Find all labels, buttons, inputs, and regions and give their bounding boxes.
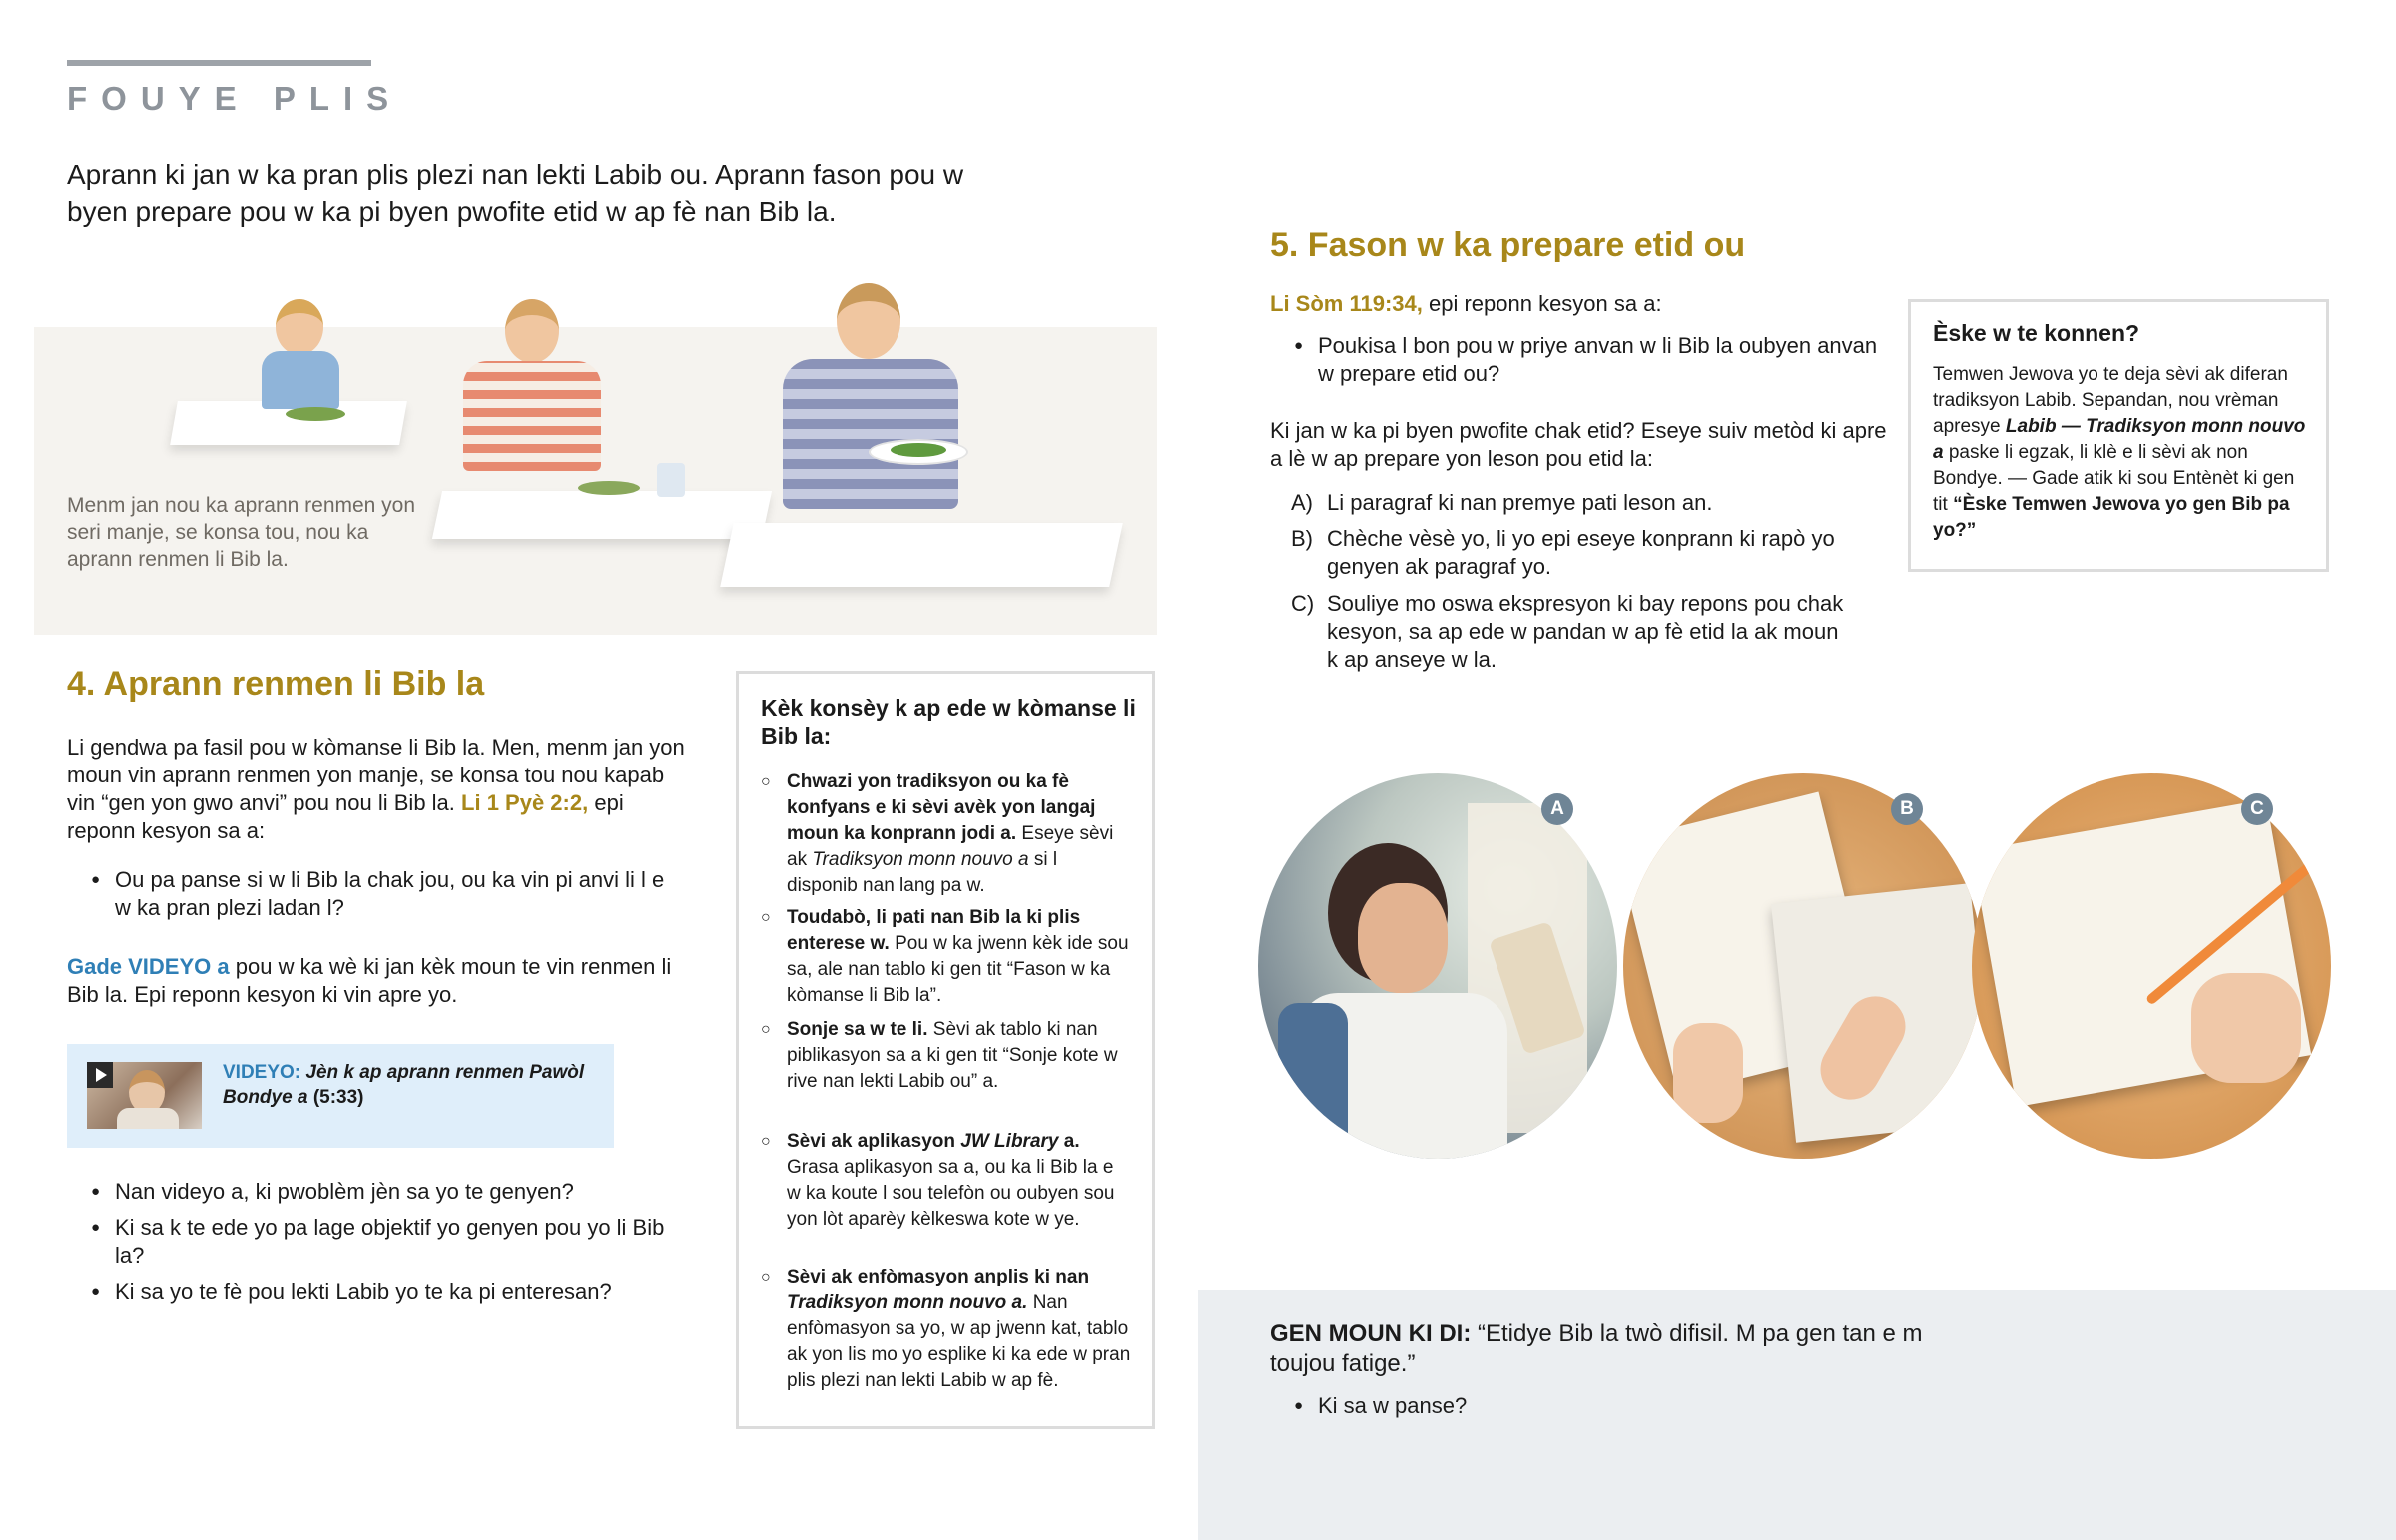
step-a-text: Li paragraf ki nan premye pati leson an. xyxy=(1327,490,1713,515)
video-link[interactable]: Gade VIDEYO a xyxy=(67,954,230,979)
tips-box xyxy=(736,671,1155,1429)
step-a-label: A) xyxy=(1291,490,1313,515)
video-question-1: ● Nan videyo a, ki pwoblèm jèn sa yo te genyen? xyxy=(67,1178,674,1206)
table-2 xyxy=(432,491,772,539)
intro-paragraph: Aprann ki jan w ka pran plis plezi nan lekti Labib ou. Aprann fason pou w byen prepare pou w ka pi byen pwofite etid w ap fè nan Bib la. xyxy=(67,159,964,227)
tip-4-bold: Sèvi ak aplikasyon xyxy=(787,1131,955,1152)
circle-image-reading-phone xyxy=(1258,773,1617,1159)
milk-glass xyxy=(657,463,685,497)
study-step-c xyxy=(1291,590,1846,674)
tip-item-3 xyxy=(787,1017,1131,1095)
video-card[interactable] xyxy=(67,1044,614,1148)
video-title-text: Jèn k ap aprann renmen Pawòl Bondye a xyxy=(223,1062,585,1108)
video-label: VIDEYO: xyxy=(223,1062,301,1083)
backpack xyxy=(1278,1003,1348,1159)
plate-food-2 xyxy=(578,481,640,495)
did-you-know-text-2: paske li egzak, li klè e li sèvi ak non Bondye. — Gade atik ki sou Entènèt ki gen tit xyxy=(1933,442,2295,515)
quote-body: “Etidye Bib la twò difisil. M pa gen tan e m toujou fatige.” xyxy=(1270,1320,1923,1377)
tip-2-text: Pou w ka jwenn kèk ide sou sa, ale nan tablo ki gen tit “Fason w ka kòmanse li Bib la”. xyxy=(787,933,1129,1006)
tip-item-2 xyxy=(787,905,1131,1009)
did-you-know-title: Èske w te konnen? xyxy=(1933,320,2140,346)
badge-a: A xyxy=(1541,793,1573,825)
tip-1-italic: Tradiksyon monn nouvo a xyxy=(812,849,1029,870)
section-4-title: 4. Aprann renmen li Bib la xyxy=(67,665,485,703)
step-c-text: Souliye mo oswa ekspresyon ki bay repons pou chak kesyon, sa ap ede w pandan w ap fè etid la ak moun k ap anseye w la. xyxy=(1327,591,1844,672)
video-duration: (5:33) xyxy=(312,1087,364,1108)
badge-b: B xyxy=(1891,793,1923,825)
tip-4-text: Grasa aplikasyon sa a, ou ka li Bib la e w ka koute l sou telefòn ou oubyen sou yon lòt aparèy kèlkeswa kote w ye. xyxy=(787,1157,1115,1230)
tip-3-bold: Sonje sa w te li. xyxy=(787,1019,928,1040)
table-3 xyxy=(720,523,1123,587)
tip-5-text: Nan enfòmasyon sa yo, w ap jwenn kat, tablo ak yon lis mo yo esplike ki ka ede w pran plis plezi nan lekti Labib w ap fè. xyxy=(787,1292,1131,1391)
boy-teen-illustration xyxy=(773,283,962,523)
section-4-paragraph xyxy=(67,734,686,845)
plate-food-1 xyxy=(286,407,345,421)
hero-caption: Menm jan nou ka aprann renmen yon seri manje, se konsa tou, nou ka aprann renmen li Bib la. xyxy=(67,494,416,571)
girl-face xyxy=(1358,883,1448,993)
study-step-b xyxy=(1291,525,1846,581)
video-instruction-text: pou w ka wè ki jan kèk moun te vin renmen li Bib la. Epi reponn kesyon ki vin apre yo. xyxy=(67,954,672,1007)
hero-illustration xyxy=(34,327,1157,635)
section-5-reference-text: epi reponn kesyon sa a: xyxy=(1428,291,1662,316)
tips-title: Kèk konsèy k ap ede w kòmanse li Bib la: xyxy=(761,695,1136,749)
did-you-know-text xyxy=(1933,362,2310,544)
section-4-text-end: epi reponn kesyon sa a: xyxy=(67,790,624,843)
tip-4-bold-italic: JW Library xyxy=(960,1131,1059,1152)
article-link[interactable]: “Èske Temwen Jewova yo gen Bib pa yo?” xyxy=(1933,494,2290,541)
section-5-title: 5. Fason w ka prepare etid ou xyxy=(1270,226,1746,263)
study-step-a xyxy=(1291,489,1846,517)
quote-question: ● Ki sa w panse? xyxy=(1270,1392,1817,1420)
did-you-know-text-1: Temwen Jewova yo te deja sèvi ak diferan tradiksyon Labib. Sepandan, nou vrèman apresye xyxy=(1933,364,2288,437)
play-icon[interactable] xyxy=(87,1062,113,1088)
video-thumbnail[interactable] xyxy=(87,1062,202,1129)
tip-item-4 xyxy=(787,1129,1131,1233)
tip-5-bold: Sèvi ak enfòmasyon anplis ki nan xyxy=(787,1267,1090,1287)
video-title[interactable] xyxy=(223,1060,602,1110)
bible-title-italic: Labib — Tradiksyon monn nouvo a xyxy=(1933,416,2306,463)
step-c-label: C) xyxy=(1291,591,1315,616)
did-you-know-box xyxy=(1908,299,2329,572)
step-b-label: B) xyxy=(1291,526,1313,551)
section-5-paragraph: Ki jan w ka pi byen pwofite chak etid? Eseye suiv metòd ki apre a lè w ap prepare yon leson pou etid la: xyxy=(1270,418,1887,471)
circle-image-underlining xyxy=(1972,773,2331,1159)
tip-item-1 xyxy=(787,770,1131,899)
tip-1-text: Eseye sèvi ak xyxy=(787,823,1114,870)
quote-text xyxy=(1270,1319,1969,1379)
tip-2-bold: Toudabò, li pati nan Bib la ki plis enterese w. xyxy=(787,907,1081,954)
section-5-reference xyxy=(1270,290,1889,318)
circle-image-books xyxy=(1623,773,1983,1159)
video-question-3: ● Ki sa yo te fè pou lekti Labib yo te ka pi enteresan? xyxy=(67,1279,674,1306)
tip-4-bold-end: a. xyxy=(1063,1131,1080,1152)
plate-food-3 xyxy=(869,439,968,465)
tip-item-5 xyxy=(787,1265,1131,1394)
section-4-text: Li gendwa pa fasil pou w kòmanse li Bib la. Men, menm jan yon moun vin aprann renmen yon manje, se konsa tou nou kapab vin “gen yon gwo anvi” pou nou li Bib la. xyxy=(67,735,685,815)
tip-1-bold: Chwazi yon tradiksyon ou ka fè konfyans e ki sèvi avèk yon langaj moun ka konprann jodi a. xyxy=(787,771,1096,844)
tip-1-text-end: si l disponib nan lang pa w. xyxy=(787,849,1058,896)
tip-5-bold-italic: Tradiksyon monn nouvo a. xyxy=(787,1292,1028,1313)
scripture-link-psalm[interactable]: Li Sòm 119:34, xyxy=(1270,291,1423,316)
hand-writing xyxy=(2191,973,2301,1083)
quote-label: GEN MOUN KI DI: xyxy=(1270,1320,1472,1347)
header-rule xyxy=(67,60,371,66)
boy-young-illustration xyxy=(256,299,341,409)
video-instruction xyxy=(67,953,686,1009)
section-5-question: ● Poukisa l bon pou w priye anvan w li Bib la oubyen anvan w prepare etid ou? xyxy=(1270,332,1897,388)
hand-left xyxy=(1673,1023,1743,1123)
section-4-question: ● Ou pa panse si w li Bib la chak jou, ou ka vin pi anvi li l e w ka pran plezi ladan l? xyxy=(67,866,674,922)
section-heading: FOUYE PLIS xyxy=(67,80,403,117)
badge-c: C xyxy=(2241,793,2273,825)
step-b-text: Chèche vèsè yo, li yo epi eseye konprann ki rapò yo genyen ak paragraf yo. xyxy=(1327,526,1835,579)
tip-3-text: Sèvi ak tablo ki nan piblikasyon sa a ki gen tit “Sonje kote w rive nan lekti Labib ou” a. xyxy=(787,1019,1118,1092)
scripture-link-1-peter[interactable]: Li 1 Pyè 2:2, xyxy=(461,790,589,815)
boy-middle-illustration xyxy=(453,299,603,489)
video-question-2: ● Ki sa k te ede yo pa lage objektif yo genyen pou yo li Bib la? xyxy=(67,1214,674,1270)
